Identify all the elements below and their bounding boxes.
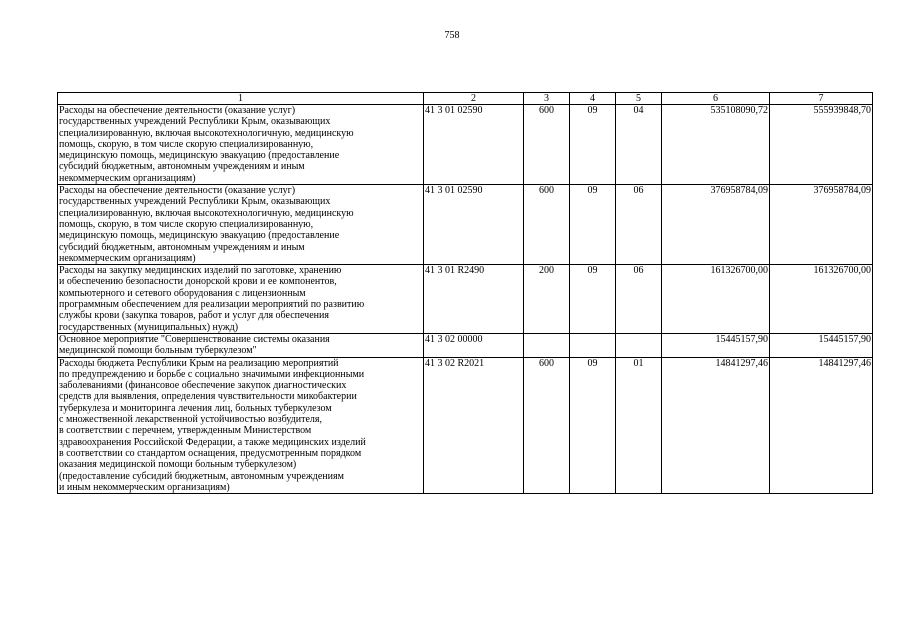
row-code: 41 3 01 02590: [424, 185, 524, 265]
budget-table: [57, 92, 873, 494]
table-row: [58, 333, 873, 357]
header-col-2: 2: [424, 93, 524, 105]
row-description: Основное мероприятие "Совершенствование системы оказания медицинской помощи больным туберкулезом": [58, 333, 424, 357]
row-amount-7: 161326700,00: [770, 265, 873, 334]
row-amount-7: 15445157,90: [770, 333, 873, 357]
header-col-3: 3: [524, 93, 570, 105]
page-number: 758: [444, 30, 460, 41]
row-code: 41 3 02 R2021: [424, 357, 524, 494]
row-code: 41 3 02 00000: [424, 333, 524, 357]
row-col-4: 09: [570, 265, 616, 334]
row-col-5: 01: [616, 357, 662, 494]
header-row: [58, 93, 873, 105]
row-col-4: 09: [570, 105, 616, 185]
row-col-3: 600: [524, 357, 570, 494]
row-col-3: 600: [524, 105, 570, 185]
row-description: Расходы бюджета Республики Крым на реализацию мероприятий по предупреждению и борьбе с социально значимыми инфекционными заболеваниями (финансовое обеспечение закупок диагностических средств для выявления, определения чувствительности микобактерии туберкулеза и мониторинга лечения лиц, больных туберкулезом с множественной лекарственной устойчивостью возбудителя, в соответствии с перечнем, утвержденным Министерством здравоохранения Российской Федерации, а также медицинских изделий в соответствии со стандартом оснащения, предусмотренным порядком оказания медицинской помощи больным туберкулезом) (предоставление субсидий бюджетным, автономным учреждениям и иным некоммерческим организациям): [58, 357, 424, 494]
row-col-5: 04: [616, 105, 662, 185]
header-col-7: 7: [770, 93, 873, 105]
row-amount-6: 15445157,90: [662, 333, 770, 357]
header-col-4: 4: [570, 93, 616, 105]
row-col-4: 09: [570, 185, 616, 265]
table-body: [58, 105, 873, 494]
row-col-3: 600: [524, 185, 570, 265]
row-description: Расходы на обеспечение деятельности (оказание услуг) государственных учреждений Республики Крым, оказывающих специализированную, включая высокотехнологичную, медицинскую помощь, скорую, в том числе скорую специализированную, медицинскую помощь, медицинскую эвакуацию (предоставление субсидий бюджетным, автономным учреждениям и иным некоммерческим организациям): [58, 185, 424, 265]
row-description: Расходы на закупку медицинских изделий по заготовке, хранению и обеспечению безопасности донорской крови и ее компонентов, компьютерного и сетевого оборудования с лицензионным программным обеспечением для реализации мероприятий по развитию службы крови (закупка товаров, работ и услуг для обеспечения государственных (муниципальных) нужд): [58, 265, 424, 334]
row-amount-6: 376958784,09: [662, 185, 770, 265]
header-col-1: 1: [58, 93, 424, 105]
table-row: [58, 357, 873, 494]
row-amount-7: 376958784,09: [770, 185, 873, 265]
row-col-5: [616, 333, 662, 357]
table-row: [58, 185, 873, 265]
row-amount-7: 14841297,46: [770, 357, 873, 494]
row-amount-7: 555939848,70: [770, 105, 873, 185]
row-amount-6: 161326700,00: [662, 265, 770, 334]
table-row: [58, 265, 873, 334]
row-col-3: [524, 333, 570, 357]
row-col-5: 06: [616, 265, 662, 334]
header-col-5: 5: [616, 93, 662, 105]
table-header: [58, 93, 873, 105]
row-col-3: 200: [524, 265, 570, 334]
row-col-4: 09: [570, 357, 616, 494]
row-col-4: [570, 333, 616, 357]
row-code: 41 3 01 02590: [424, 105, 524, 185]
header-col-6: 6: [662, 93, 770, 105]
table-row: [58, 105, 873, 185]
row-code: 41 3 01 R2490: [424, 265, 524, 334]
row-amount-6: 14841297,46: [662, 357, 770, 494]
row-description: Расходы на обеспечение деятельности (оказание услуг) государственных учреждений Республики Крым, оказывающих специализированную, включая высокотехнологичную, медицинскую помощь, скорую, в том числе скорую специализированную, медицинскую помощь, медицинскую эвакуацию (предоставление субсидий бюджетным, автономным учреждениям и иным некоммерческим организациям): [58, 105, 424, 185]
row-col-5: 06: [616, 185, 662, 265]
row-amount-6: 535108090,72: [662, 105, 770, 185]
